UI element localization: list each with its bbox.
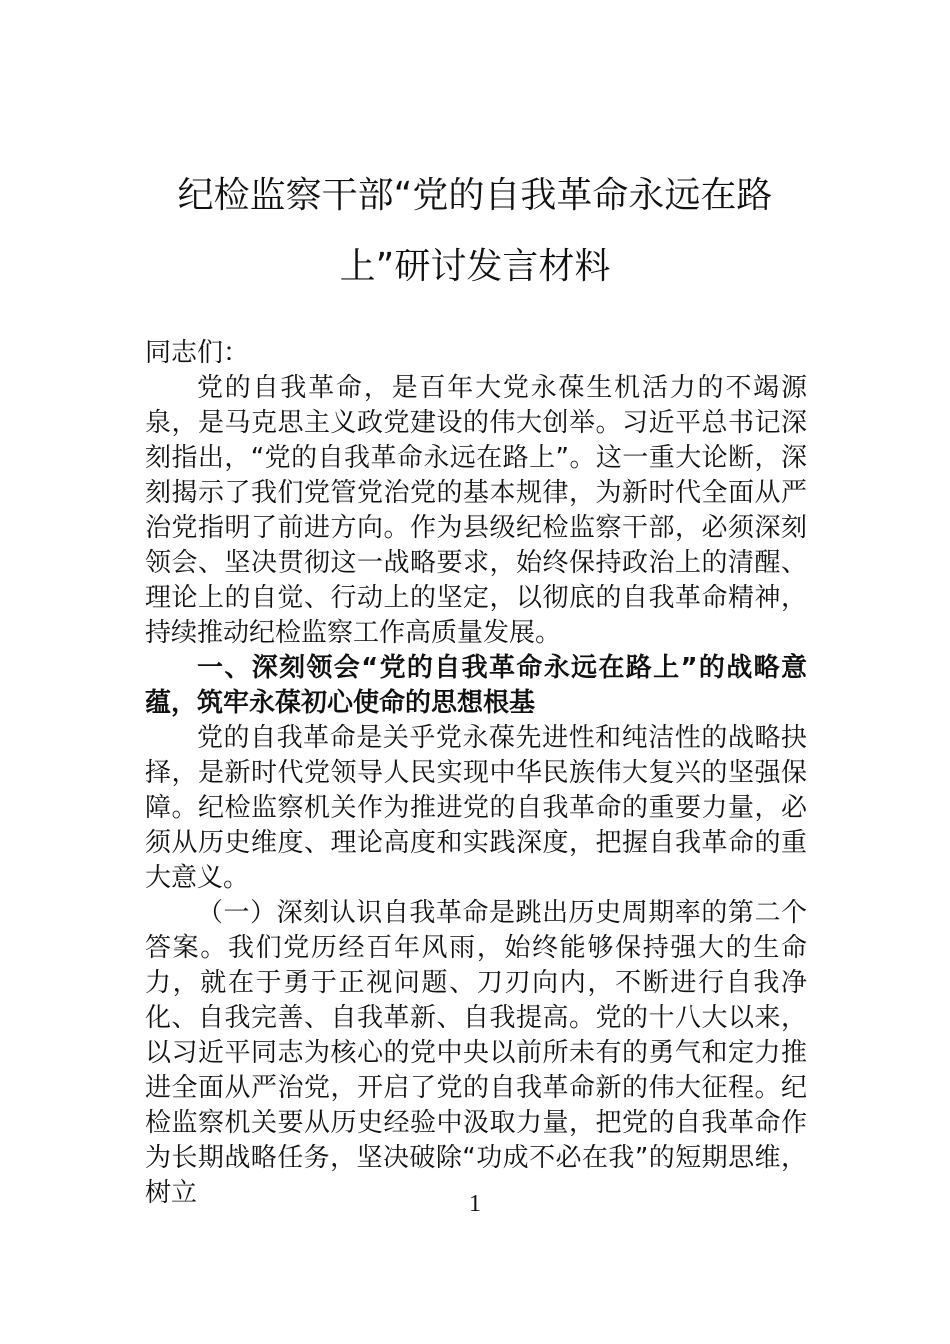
section-heading: 一、深刻领会“党的自我革命永远在路上”的战略意蕴，筑牢永葆初心使命的思想根基 [145, 653, 807, 718]
page-number: 1 [469, 1191, 481, 1217]
document-body [145, 336, 807, 1211]
salutation: 同志们： [145, 338, 250, 368]
document-title-line-1: 纪检监察干部“党的自我革命永远在路 [177, 175, 773, 216]
document-title-line-2: 上”研讨发言材料 [339, 246, 611, 287]
intro-paragraph: 党的自我革命，是百年大党永葆生机活力的不竭源泉，是马克思主义政党建设的伟大创举。习近平总书记深刻指出，“党的自我革命永远在路上”。这一重大论断，深刻揭示了我们党管党治党的基本规律，为新时代全面从严治党指明了前进方向。作为县级纪检监察干部，必须深刻领会、坚决贯彻这一战略要求，始终保持政治上的清醒、理论上的自觉、行动上的坚定，以彻底的自我革命精神，持续推动纪检监察工作高质量发展。 [145, 373, 807, 648]
subsection-paragraph: （一）深刻认识自我革命是跳出历史周期率的第二个答案。我们党历经百年风雨，始终能够保持强大的生命力，就在于勇于正视问题、刀刃向内，不断进行自我净化、自我完善、自我革新、自我提高。党的十八大以来，以习近平同志为核心的党中央以前所未有的勇气和定力推进全面从严治党，开启了党的自我革命新的伟大征程。纪检监察机关要从历史经验中汲取力量，把党的自我革命作为长期战略任务，坚决破除“功成不必在我”的短期思维，树立 [145, 898, 807, 1208]
section-paragraph: 党的自我革命是关乎党永葆先进性和纯洁性的战略抉择，是新时代党领导人民实现中华民族伟大复兴的坚强保障。纪检监察机关作为推进党的自我革命的重要力量，必须从历史维度、理论高度和实践深度，把握自我革命的重大意义。 [145, 723, 807, 893]
